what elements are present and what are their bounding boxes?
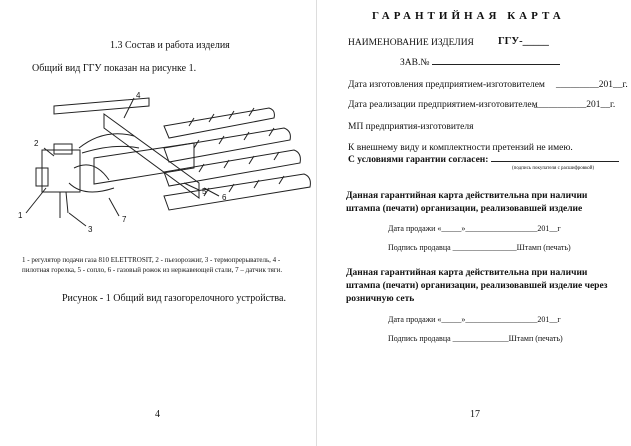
buyer-signature-line (491, 161, 619, 162)
card-title: ГАРАНТИЙНАЯ КАРТА (372, 10, 565, 22)
product-value: ГГУ-_____ (498, 36, 549, 47)
callout-7: 7 (122, 215, 127, 224)
sale-date-label: Дата реализации предприятием-изготовителем (348, 100, 538, 110)
block2-signature: Подпись продавца ______________Штамп (печать) (388, 334, 563, 343)
callout-1: 1 (18, 211, 23, 220)
signature-note: (подпись покупателя с расшифровкой) (512, 166, 595, 171)
product-label: НАИМЕНОВАНИЕ ИЗДЕЛИЯ (348, 38, 474, 48)
page-divider (316, 0, 317, 446)
block1-heading: Данная гарантийная карта действительна при наличии штампа (печати) организации, реализовавшей изделие (346, 191, 588, 214)
burner-figure (14, 88, 312, 240)
page-number-right: 17 (470, 409, 480, 420)
page-number-left: 4 (155, 409, 160, 420)
block1-sale-date: Дата продажи «_____»__________________201__г (388, 224, 561, 233)
callout-5: 5 (202, 187, 207, 196)
manufacture-date-value: _________201__г. (556, 80, 628, 90)
agree-label-text: С условиями гарантии согласен: (348, 155, 489, 165)
burner-tube (164, 150, 300, 186)
frame-side (104, 114, 199, 198)
figure-legend: 1 - регулятор подачи газа 810 ELETTROSIT, 2 - пьезорозжиг, 3 - термопрерыватель, 4 - пилотная горелка, 5 - сопло, 6 - газовый рожок из нержавеющей стали, 7 – датчик тяги. (22, 256, 283, 274)
burner-tube (164, 174, 310, 210)
callout-3: 3 (88, 225, 93, 234)
figure-caption: Рисунок - 1 Общий вид газогорелочного устройства. (62, 293, 286, 304)
agree-label (348, 155, 619, 165)
serial-label (400, 58, 560, 68)
section-title: 1.3 Состав и работа изделия (110, 40, 230, 51)
frame-bar (54, 98, 149, 114)
callout-2: 2 (34, 139, 39, 148)
block1-signature: Подпись продавца ________________Штамп (печать) (388, 243, 571, 252)
sale-date-value: ___________201__г. (534, 100, 616, 110)
manufacture-date-label: Дата изготовления предприятием-изготовителем (348, 80, 545, 90)
manifold (94, 143, 194, 184)
no-claims-text: К внешнему виду и комплектности претензий не имею. (348, 143, 573, 153)
burner-tube (164, 108, 274, 138)
serial-number-line (432, 64, 560, 65)
block2-heading: Данная гарантийная карта действительна при наличии штампа (печати) организации, реализовавшей изделие через розничную сеть (346, 268, 608, 304)
callout-6: 6 (222, 193, 227, 202)
serial-label-text: ЗАВ.№ (400, 58, 430, 68)
intro-text: Общий вид ГГУ показан на рисунке 1. (32, 63, 197, 74)
block2-sale-date: Дата продажи «_____»__________________201__г (388, 315, 561, 324)
stamp-label: МП предприятия-изготовителя (348, 122, 474, 132)
callout-4: 4 (136, 91, 141, 100)
